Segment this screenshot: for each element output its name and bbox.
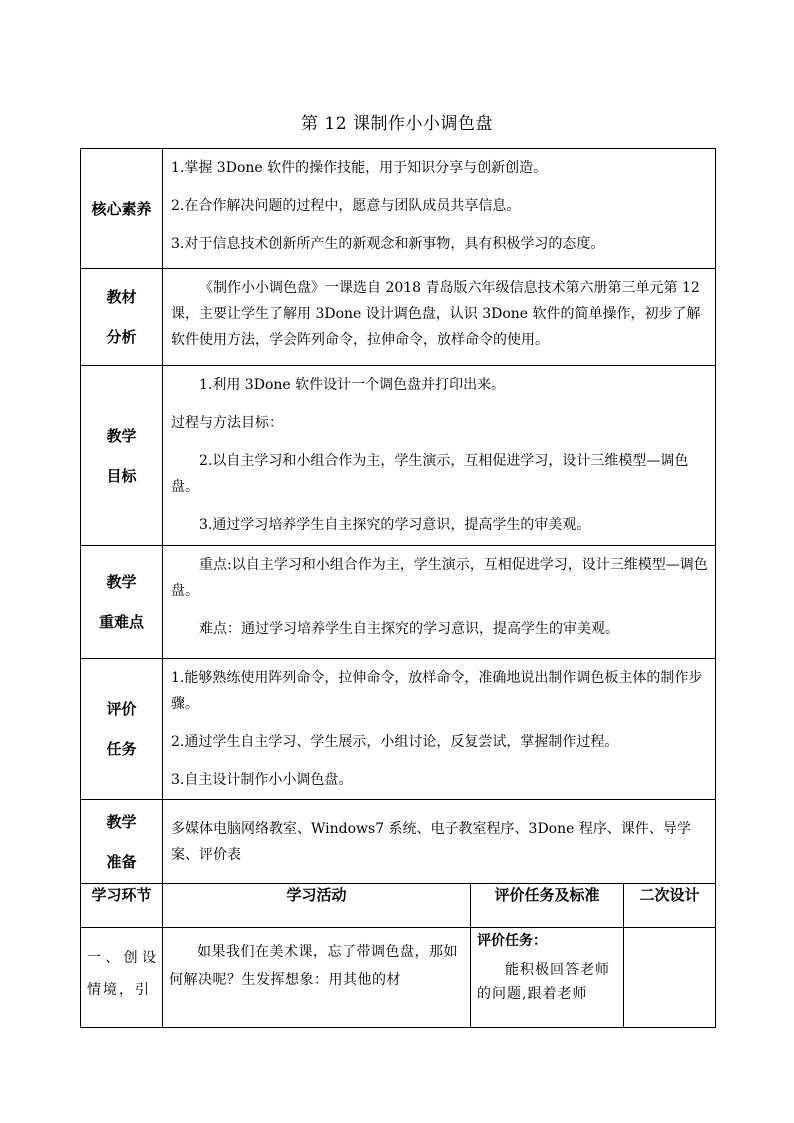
- stage-cell: 一、创设情境，引: [81, 928, 163, 1028]
- material-analysis-content: [163, 269, 716, 366]
- key-points-content: [163, 546, 716, 659]
- label-evaluation-tasks: 评价 任务: [81, 659, 163, 800]
- prep-text: 多媒体电脑网络教室、Windows7 系统、电子教室程序、3Done 程序、课件、导学案、评价表: [171, 820, 691, 863]
- keypoint-line-2: 难点：通过学习培养学生自主探究的学习意识，提高学生的审美观。: [199, 621, 619, 637]
- process-header-row: [81, 884, 716, 928]
- label-core-literacy: 核心素养: [81, 149, 163, 269]
- lesson-plan-table: [80, 148, 716, 1028]
- core-line-1: 1.掌握 3Done 软件的操作技能，用于知识分享与创新创造。: [171, 160, 548, 176]
- teaching-goals-content: [163, 366, 716, 546]
- activity-text: 如果我们在美术课，忘了带调色盘，那如何解决呢？生发挥想象：用其他的材: [169, 944, 458, 988]
- header-stage: 学习环节: [81, 884, 163, 928]
- row-core-literacy: [81, 149, 716, 269]
- core-literacy-content: [163, 149, 716, 269]
- process-row: [81, 928, 716, 1028]
- header-activity: 学习活动: [163, 884, 471, 928]
- row-teaching-prep: [81, 800, 716, 884]
- row-key-points: [81, 546, 716, 659]
- evaluation-tasks-content: [163, 659, 716, 800]
- page-title: 第 12 课制作小小调色盘: [301, 114, 493, 134]
- evaluation-cell: [471, 928, 624, 1028]
- header-evaluation: 评价任务及标准: [471, 884, 624, 928]
- goal-line-3: 2.以自主学习和小组合作为主，学生演示，互相促进学习，设计三维模型—调色盘。: [171, 453, 689, 495]
- material-text: 《制作小小调色盘》一课选自 2018 青岛版六年级信息技术第六册第三单元第 12 课，主要让学生了解用 3Done 设计调色盘，认识 3Done 软件的简单操作，初步了解软件使用方法，学会阵列命令，拉伸命令，放样命令的使用。: [171, 280, 701, 348]
- core-line-2: 2.在合作解决问题的过程中，愿意与团队成员共享信息。: [171, 198, 521, 214]
- label-material-analysis: 教材 分析: [81, 269, 163, 366]
- goal-line-1: 1.利用 3Done 软件设计一个调色盘并打印出来。: [199, 377, 506, 393]
- goal-line-4: 3.通过学习培养学生自主探究的学习意识，提高学生的审美观。: [199, 517, 591, 533]
- label-teaching-prep: 教学 准备: [81, 800, 163, 884]
- evaluation-line-2: 2.通过学生自主学习、学生展示，小组讨论，反复尝试，掌握制作过程。: [171, 734, 619, 750]
- goal-line-2: 过程与方法目标：: [171, 415, 283, 431]
- label-key-points: 教学 重难点: [81, 546, 163, 659]
- row-evaluation-tasks: [81, 659, 716, 800]
- keypoint-line-1: 重点:以自主学习和小组合作为主，学生演示，互相促进学习，设计三维模型—调色盘。: [171, 557, 708, 599]
- label-teaching-goals: 教学 目标: [81, 366, 163, 546]
- evaluation-line-1: 1.能够熟练使用阵列命令，拉伸命令，放样命令，准确地说出制作调色板主体的制作步骤。: [171, 670, 703, 712]
- activity-cell: [163, 928, 471, 1028]
- row-material-analysis: [81, 269, 716, 366]
- evaluation-text: 能积极回答老师的问题,跟着老师: [477, 962, 610, 1002]
- row-teaching-goals: [81, 366, 716, 546]
- evaluation-heading: 评价任务：: [477, 933, 547, 949]
- header-second-design: 二次设计: [624, 884, 716, 928]
- second-design-cell: [624, 928, 716, 1028]
- teaching-prep-content: [163, 800, 716, 884]
- core-line-3: 3.对于信息技术创新所产生的新观念和新事物，具有积极学习的态度。: [171, 236, 605, 252]
- evaluation-line-3: 3.自主设计制作小小调色盘。: [171, 772, 353, 788]
